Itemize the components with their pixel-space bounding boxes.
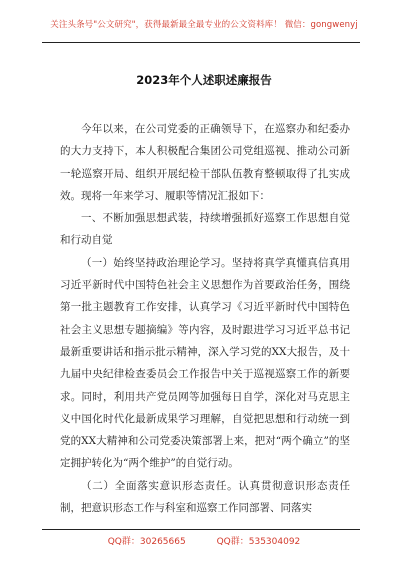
footer bbox=[0, 534, 408, 547]
body-paragraph: （二）全面落实意识形态责任。认真贯彻意识形态责任制，把意识形态工作与科室和巡察工作同部署、同落实 bbox=[60, 479, 350, 515]
body-paragraph: （一）始终坚持政治理论学习。坚持将真学真懂真信真用习近平新时代中国特色社会主义思想作为首要政治任务，围绕第一批主题教育工作安排，认真学习《习近平新时代中国特色社会主义思想专题摘编》等内容，及时跟进学习习近平总书记最新重要讲话和指示批示精神，深入学习党的XX大报告，及十九届中央纪律检查委员会工作报告中关于巡视巡察工作的新要求。同时，利用共产党员网等加强每日自学，深化对马克思主义中国化时代化最新成果学习理解，自觉把思想和行动统一到党的XX大精神和公司党委决策部署上来，把对“两个确立”的坚定拥护转化为“两个维护”的自觉行动。 bbox=[60, 256, 350, 470]
intro-paragraph: 今年以来，在公司党委的正确领导下，在巡察办和纪委办的大力支持下，本人积极配合集团公司党组巡视、推动公司新一轮巡察开局、组织开展纪检干部队伍教育整顿取得了扎实成效。现将一年来学习、履职等情况汇报如下： bbox=[60, 123, 350, 202]
footer-divider bbox=[42, 529, 360, 530]
header-banner: 关注头条号"公文研究"，获得最新最全最专业的公文资料库！ 微信：gongwenyj bbox=[50, 20, 358, 30]
footer-qq-group-1: QQ群：30265665 bbox=[107, 537, 186, 547]
document-title: 2023年个人述职述廉报告 bbox=[136, 73, 272, 87]
footer-qq-group-2: QQ群：535304092 bbox=[216, 537, 301, 547]
header-divider bbox=[42, 42, 360, 43]
section-heading: 一、不断加强思想武装，持续增强抓好巡察工作思想自觉和行动自觉 bbox=[60, 212, 350, 247]
document-body bbox=[60, 118, 350, 519]
